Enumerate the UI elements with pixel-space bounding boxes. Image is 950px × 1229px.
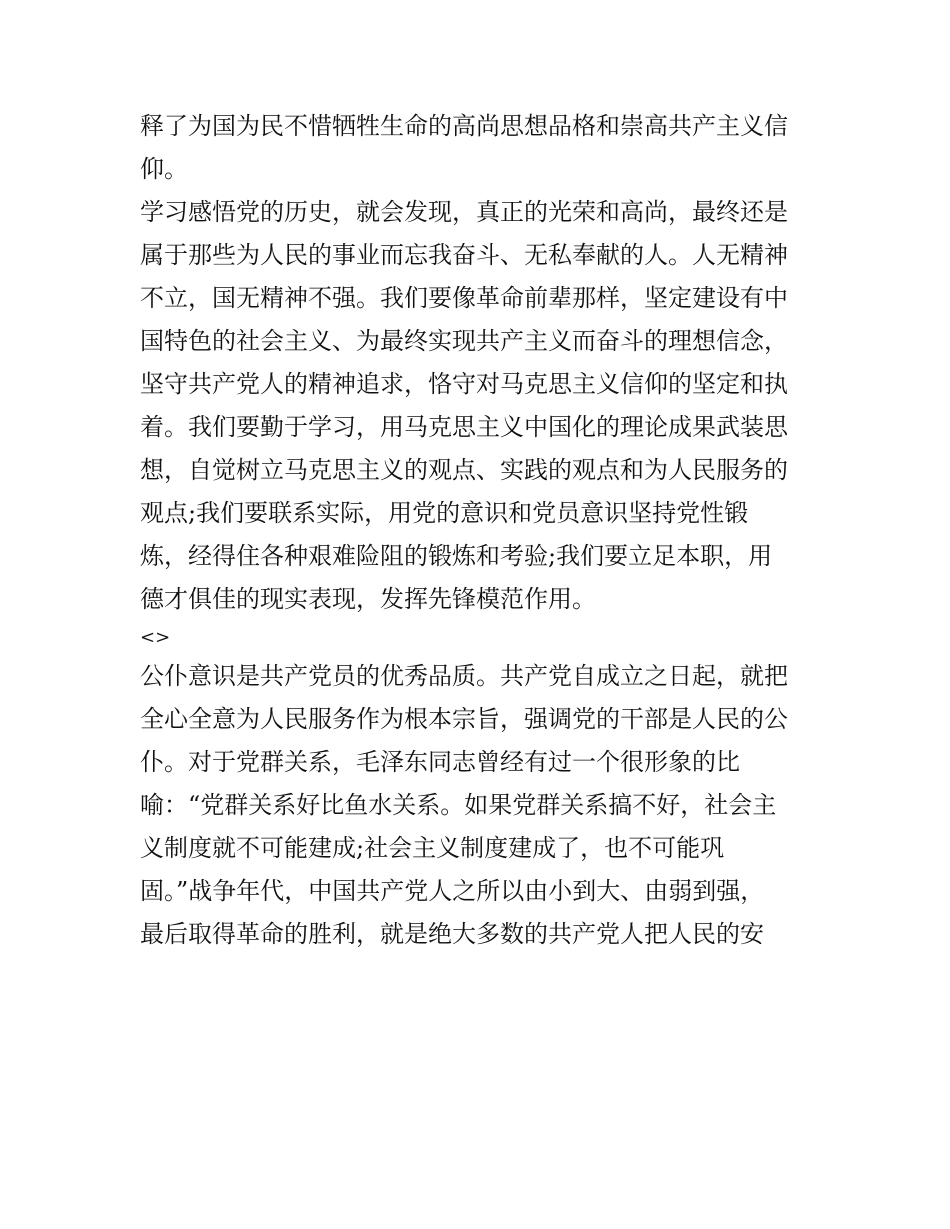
text-line: 炼，经得住各种艰难险阻的锻炼和考验;我们要立足本职，用 (140, 542, 773, 570)
text-line: 释了为国为民不惜牺牲生命的高尚思想品格和崇高共产主义信 (140, 112, 788, 140)
text-line: 坚守共产党人的精神追求，恪守对马克思主义信仰的坚定和执 (140, 370, 788, 398)
document-body (140, 105, 820, 956)
text-line: 仰。 (140, 155, 188, 183)
text-line: 着。我们要勤于学习，用马克思主义中国化的理论成果武装思 (140, 413, 788, 441)
text-line: 仆。对于党群关系，毛泽东同志曾经有过一个很形象的比 (140, 748, 740, 776)
text-line: 固。”战争年代，中国共产党人之所以由小到大、由弱到强， (140, 877, 765, 905)
text-line: 全心全意为人民服务作为根本宗旨，强调党的干部是人民的公 (140, 705, 788, 733)
text-line: 国特色的社会主义、为最终实现共产主义而奋斗的理想信念， (140, 327, 788, 355)
text-line: 最后取得革命的胜利，就是绝大多数的共产党人把人民的安 (140, 920, 764, 948)
text-line: 不立，国无精神不强。我们要像革命前辈那样，坚定建设有中 (140, 284, 788, 312)
text-line: 想，自觉树立马克思主义的观点、实践的观点和为人民服务的 (140, 456, 788, 484)
text-line: 义制度就不可能建成;社会主义制度建成了，也不可能巩 (140, 834, 725, 862)
text-line: 德才俱佳的现实表现，发挥先锋模范作用。 (140, 585, 596, 613)
section-marker: <> (140, 627, 171, 648)
text-line: 观点;我们要联系实际，用党的意识和党员意识坚持党性锻 (140, 499, 749, 527)
text-line: 学习感悟党的历史，就会发现，真正的光荣和高尚，最终还是 (140, 198, 788, 226)
text-line: 属于那些为人民的事业而忘我奋斗、无私奉献的人。人无精神 (140, 241, 788, 269)
text-line: 公仆意识是共产党员的优秀品质。共产党自成立之日起，就把 (140, 662, 788, 690)
text-line: 喻：“党群关系好比鱼水关系。如果党群关系搞不好，社会主 (140, 791, 777, 819)
